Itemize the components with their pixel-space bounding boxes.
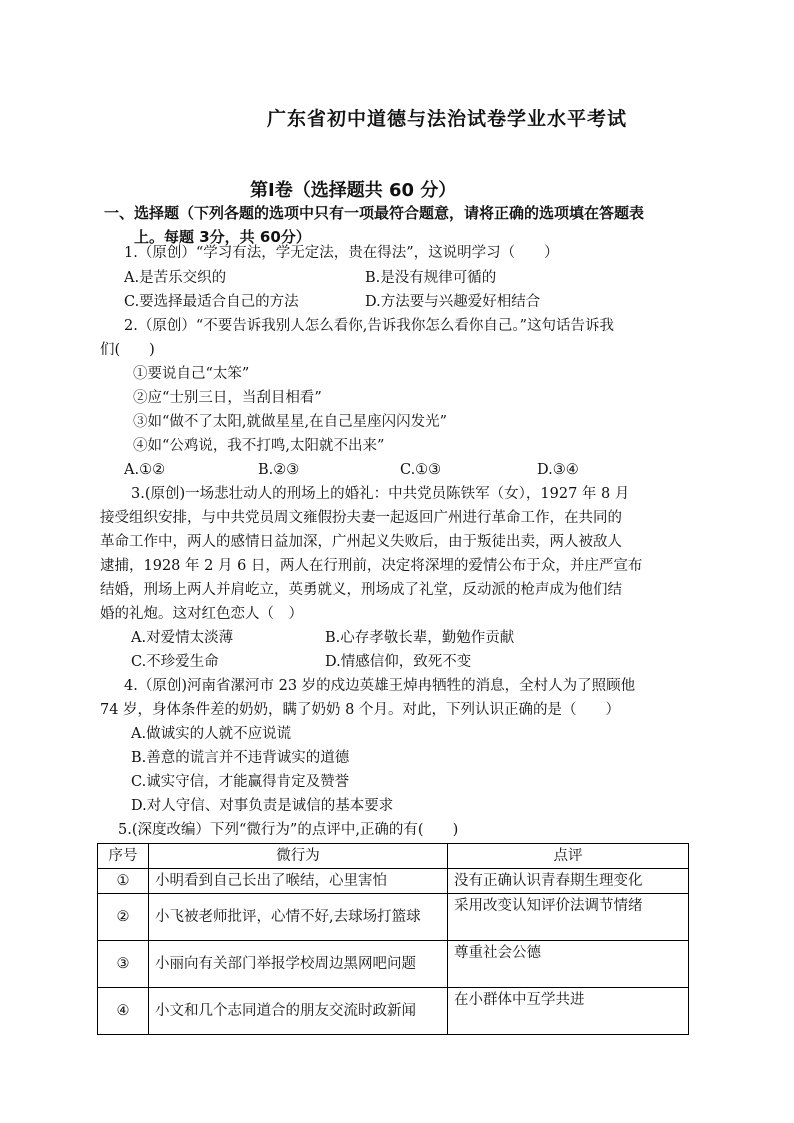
table-cell-action: 小文和几个志同道合的朋友交流时政新闻 <box>149 988 448 1035</box>
table-row <box>98 988 689 1035</box>
table-cell-comment: 尊重社会公德 <box>448 941 689 988</box>
section-heading-line1: 一、选择题（下列各题的选项中只有一项最符合题意，请将正确的选项填在答题表 <box>104 204 645 222</box>
q4-line-1: 4.（原创)河南省漯河市 23 岁的戍边英雄王焯冉牺牲的消息，全村人为了照顾他 <box>124 678 636 694</box>
table-header-row <box>98 844 689 869</box>
q5-stem: 5.(深度改编）下列“微行为”的点评中,正确的有( ) <box>118 822 459 838</box>
page-title: 广东省初中道德与法治试卷学业水平考试 <box>266 108 627 130</box>
q3-line-5: 结婚，刑场上两人并肩屹立，英勇就义，刑场成了礼堂，反动派的枪声成为他们结 <box>100 582 622 598</box>
table-row <box>98 894 689 941</box>
q4-option-c: C.诚实守信，才能赢得肯定及赞誉 <box>131 774 350 790</box>
table-header-cell: 微行为 <box>149 844 448 869</box>
table-row <box>98 941 689 988</box>
q3-line-6: 婚的礼炮。这对红色恋人（ ） <box>100 606 303 622</box>
part-heading: 第Ⅰ卷（选择题共 60 分） <box>250 180 457 201</box>
q2-option-b: B.②③ <box>258 462 300 478</box>
q3-option-b: B.心存孝敬长辈，勤勉作贡献 <box>325 630 515 646</box>
table-header-cell: 序号 <box>98 844 149 869</box>
q3-option-d: D.情感信仰，致死不变 <box>325 654 472 670</box>
q5-table <box>97 843 689 1035</box>
table-cell-num: ① <box>98 869 149 894</box>
q3-line-1: 3.(原创)一场悲壮动人的刑场上的婚礼：中共党员陈铁军（女），1927 年 8 月 <box>131 486 630 502</box>
table-cell-num: ④ <box>98 988 149 1035</box>
table-cell-action: 小丽向有关部门举报学校周边黑网吧问题 <box>149 941 448 988</box>
table-cell-comment: 采用改变认知评价法调节情绪 <box>448 894 689 941</box>
table-header-cell: 点评 <box>448 844 689 869</box>
q3-line-4: 逮捕，1928 年 2 月 6 日，两人在行刑前，决定将深埋的爱情公布于众，并庄严宣布 <box>100 558 643 574</box>
section-heading <box>104 201 704 249</box>
q4-option-d: D.对人守信、对事负责是诚信的基本要求 <box>131 798 394 814</box>
q2-statement-3: ③如“做不了太阳,就做星星,在自己星座闪闪发光” <box>133 414 448 430</box>
q2-statement-4: ④如“公鸡说，我不打鸣,太阳就不出来” <box>133 438 385 454</box>
table-cell-action: 小飞被老师批评，心情不好,去球场打篮球 <box>149 894 448 941</box>
q1-option-b: B.是没有规律可循的 <box>365 270 497 286</box>
table-cell-comment: 没有正确认识青春期生理变化 <box>448 869 689 894</box>
q3-option-c: C.不珍爱生命 <box>131 654 219 670</box>
q2-stem-line1: 2.（原创）“不要告诉我别人怎么看你,告诉我你怎么看你自己。”这句话告诉我 <box>124 318 615 334</box>
q3-option-a: A.对爱情太淡薄 <box>131 630 234 646</box>
q1-option-d: D.方法要与兴趣爱好相结合 <box>365 294 541 310</box>
table-cell-action: 小明看到自己长出了喉结，心里害怕 <box>149 869 448 894</box>
section-heading-line2: 上。每题 3分，共 60分） <box>134 228 311 246</box>
table-cell-num: ② <box>98 894 149 941</box>
q4-option-b: B.善意的谎言并不违背诚实的道德 <box>131 750 350 766</box>
q4-line-2: 74 岁，身体条件差的奶奶，瞒了奶奶 8 个月。对此，下列认识正确的是（ ） <box>100 702 621 718</box>
q2-option-d: D.③④ <box>537 462 579 478</box>
table-cell-comment: 在小群体中互学共进 <box>448 988 689 1035</box>
q3-line-3: 革命工作中，两人的感情日益加深，广州起义失败后，由于叛徒出卖，两人被敌人 <box>100 534 622 550</box>
q3-line-2: 接受组织安排，与中共党员周文雍假扮夫妻一起返回广州进行革命工作，在共同的 <box>100 510 622 526</box>
table-row <box>98 869 689 894</box>
q2-statement-2: ②应“士别三日，当刮目相看” <box>133 390 322 406</box>
q1-option-a: A.是苦乐交织的 <box>124 270 227 286</box>
q2-option-a: A.①② <box>124 462 166 478</box>
q2-statement-1: ①要说自己“太笨” <box>133 366 250 382</box>
q2-option-c: C.①③ <box>400 462 442 478</box>
q1-option-c: C.要选择最适合自己的方法 <box>124 294 299 310</box>
q1-stem: 1.（原创）“学习有法，学无定法，贵在得法”，这说明学习（ ） <box>124 245 559 261</box>
q2-stem-line2: 们( ) <box>100 342 155 358</box>
table-cell-num: ③ <box>98 941 149 988</box>
q4-option-a: A.做诚实的人就不应说谎 <box>131 726 292 742</box>
